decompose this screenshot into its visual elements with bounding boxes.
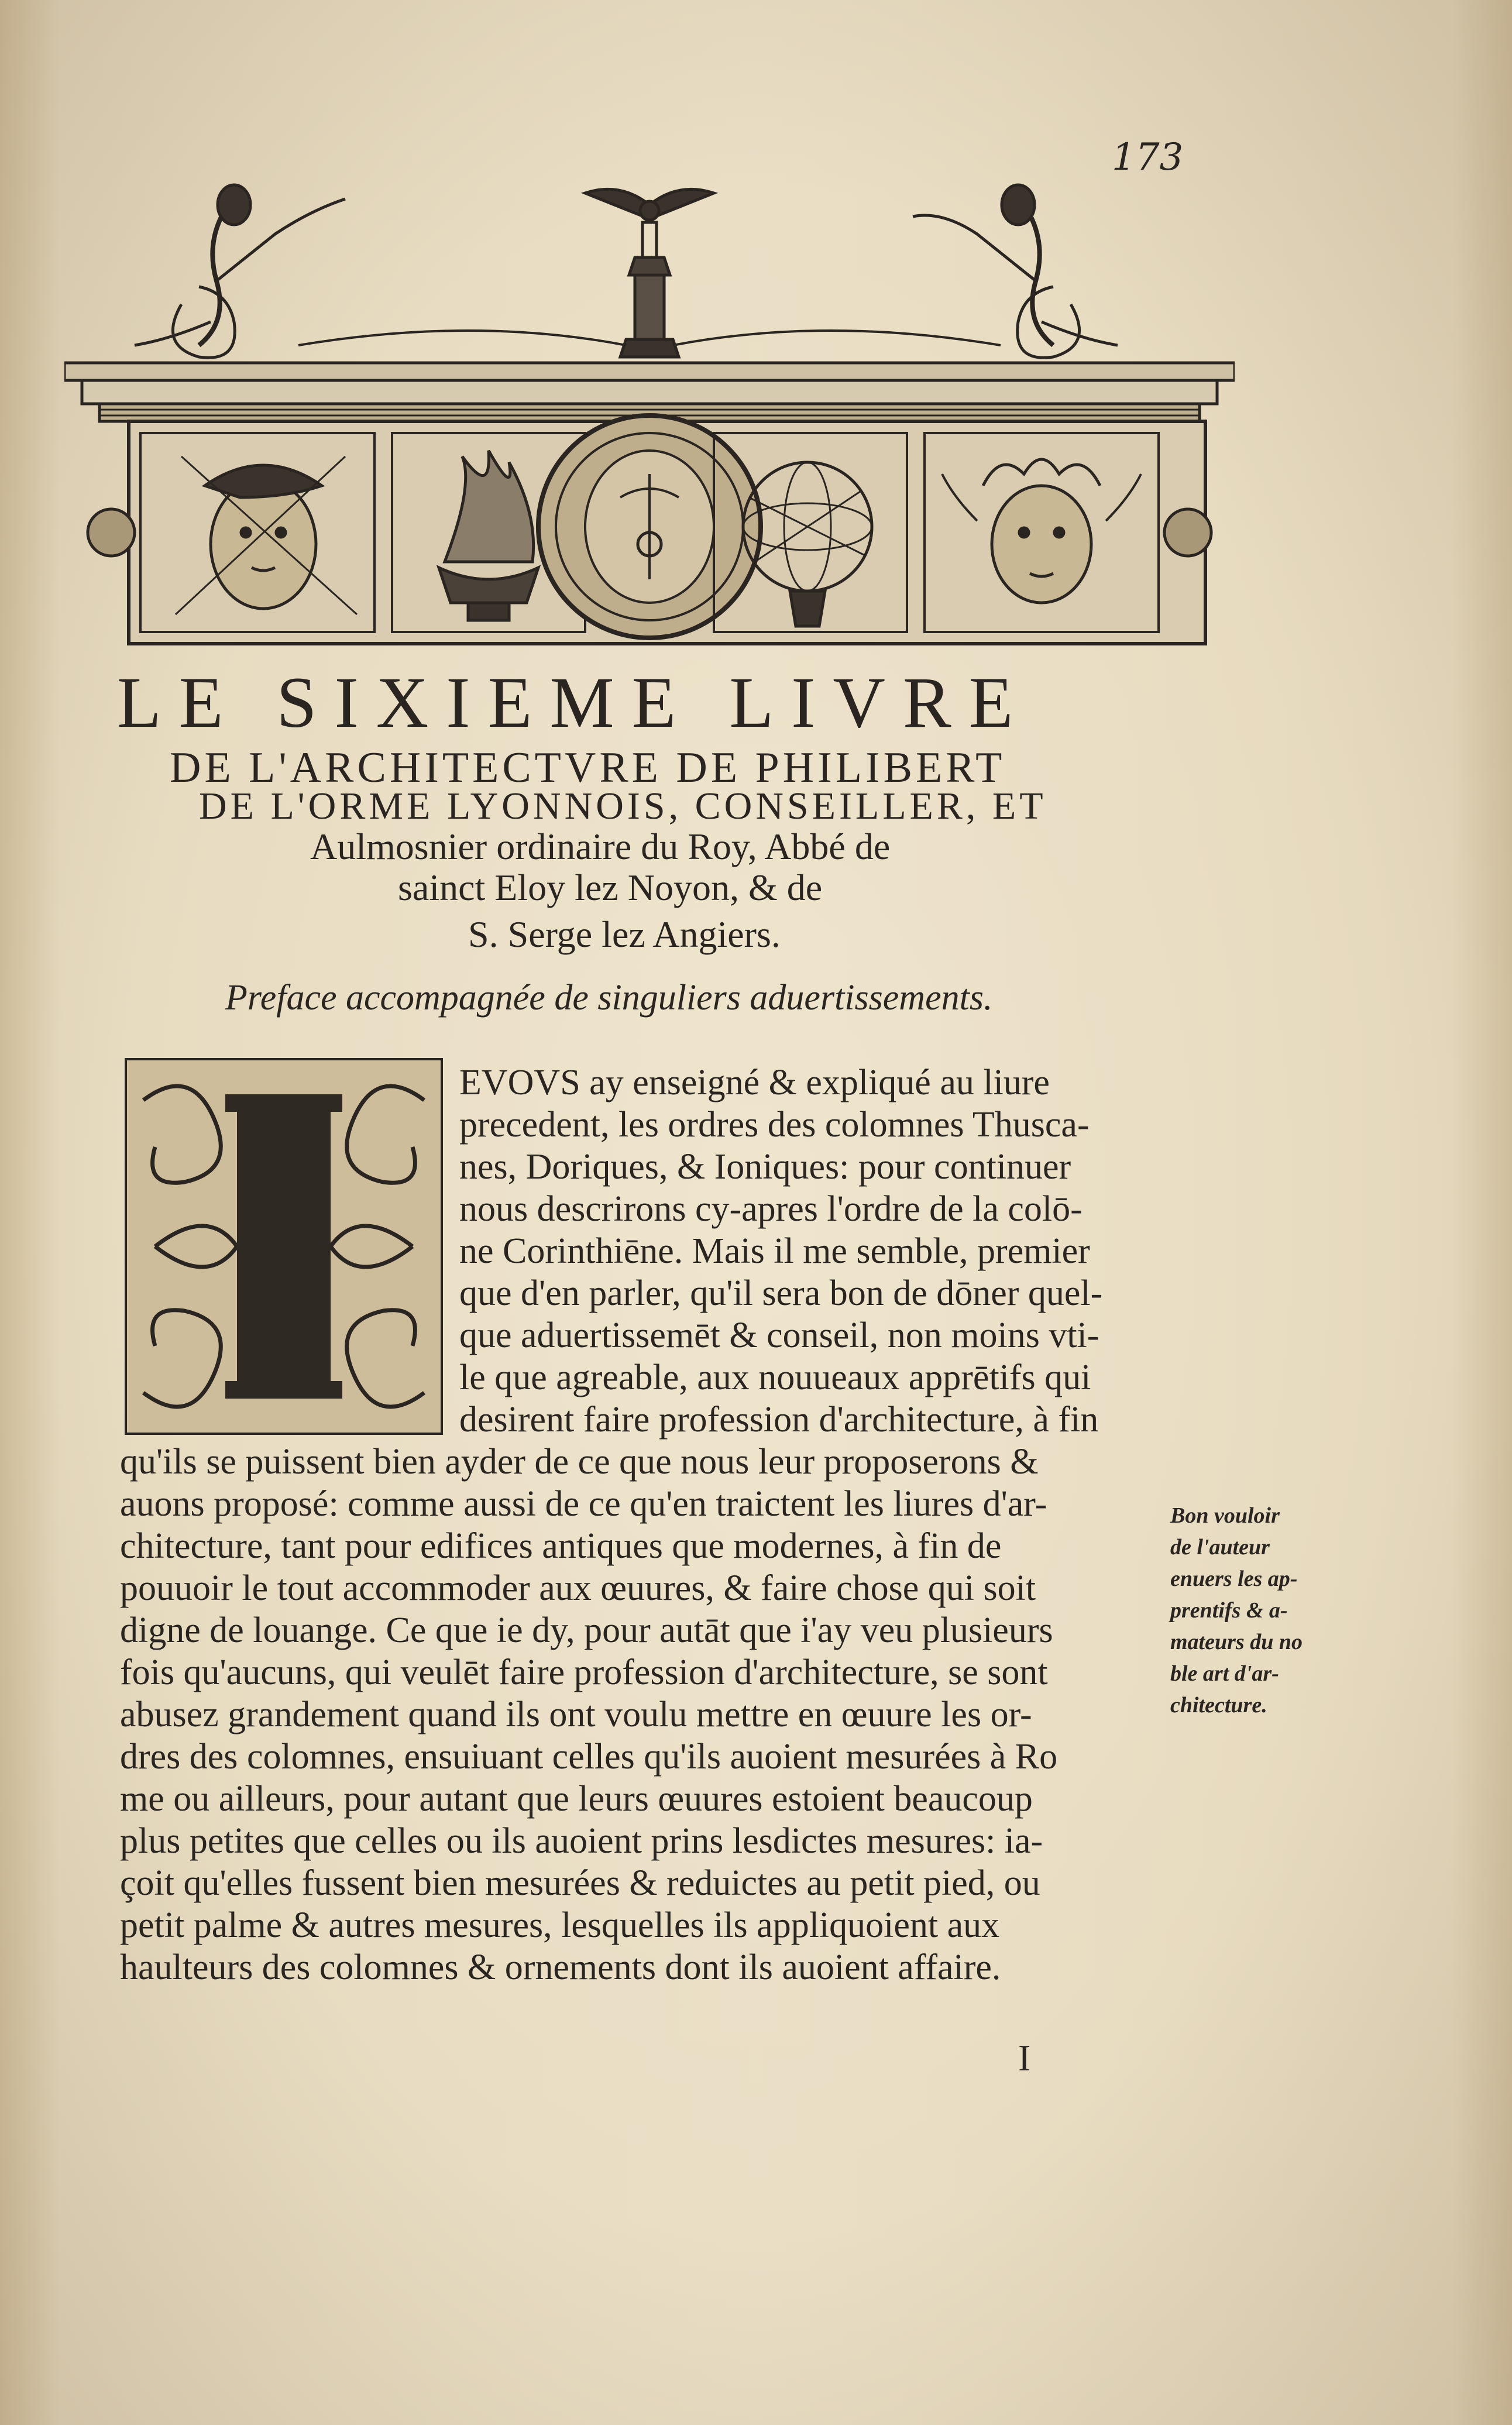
margin-note-line: ble art d'ar-: [1170, 1661, 1279, 1686]
preface-heading: Preface accompagnée de singuliers aduertissements.: [225, 978, 993, 1018]
body-line: que d'en parler, qu'il sera bon de dōner quel-: [459, 1273, 1103, 1313]
body-line: plus petites que celles ou ils auoient prins lesdictes mesures: ia-: [120, 1821, 1043, 1861]
body-line: que aduertissemēt & conseil, non moins vti-: [459, 1315, 1099, 1355]
historiated-initial-i: [120, 1053, 448, 1440]
margin-note-line: enuers les ap-: [1170, 1567, 1298, 1591]
body-line: petit palme & autres mesures, lesquelles ils appliquoient aux: [120, 1905, 1000, 1945]
body-line: fois qu'aucuns, qui veulēt faire profession d'architecture, se sont: [120, 1653, 1048, 1692]
body-line: auons proposé: comme aussi de ce qu'en traictent les liures d'ar-: [120, 1484, 1047, 1524]
medallion-emblem: [538, 415, 761, 638]
margin-note-line: de l'auteur: [1170, 1535, 1270, 1560]
title-line-4: Aulmosnier ordinaire du Roy, Abbé de: [310, 826, 891, 867]
title-line-5: sainct Eloy lez Noyon, & de: [398, 867, 823, 908]
body-line: desirent faire profession d'architecture, à fin: [459, 1400, 1099, 1440]
body-line: haulteurs des colomnes & ornements dont ils auoient affaire.: [120, 1947, 1001, 1987]
caduceus-icon-right: [913, 185, 1118, 358]
body-line: le que agreable, aux nouueaux apprētifs qui: [459, 1358, 1091, 1397]
body-line: dres des colomnes, ensuiuant celles qu'ils auoient mesurées à Ro: [120, 1737, 1058, 1777]
signature-mark: I: [1018, 2037, 1031, 2079]
margin-note-line: mateurs du no: [1170, 1630, 1303, 1654]
body-line: ne Corinthiēne. Mais il me semble, premier: [459, 1231, 1090, 1271]
body-line: abusez grandement quand ils ont voulu mettre en œuure les or-: [120, 1695, 1032, 1734]
body-line: qu'ils se puissent bien ayder de ce que nous leur proposerons &: [120, 1442, 1039, 1482]
body-line: nes, Doriques, & Ioniques: pour continuer: [459, 1147, 1071, 1187]
body-line: nous descrirons cy-apres l'ordre de la colō-: [459, 1189, 1083, 1229]
book-title: LE SIXIEME LIVRE: [117, 662, 1031, 743]
caduceus-icon: [135, 185, 345, 358]
margin-note-line: Bon vouloir: [1170, 1503, 1280, 1528]
margin-note-line: chitecture.: [1170, 1693, 1267, 1718]
body-line: pouuoir le tout accommoder aux œuures, & faire chose qui soit: [120, 1568, 1036, 1608]
title-line-3: DE L'ORME LYONNOIS, CONSEILLER, ET: [199, 785, 1047, 827]
page-number: 173: [1112, 136, 1184, 179]
eagle-icon: [585, 189, 714, 357]
body-line: çoit qu'elles fussent bien mesurées & reduictes au petit pied, ou: [120, 1863, 1040, 1903]
headpiece-engraving: [64, 170, 1235, 650]
body-line: EVOVS ay enseigné & expliqué au liure: [459, 1063, 1050, 1102]
margin-note-line: prentifs & a-: [1170, 1598, 1288, 1623]
body-line: precedent, les ordres des colomnes Thusca-: [459, 1105, 1090, 1145]
body-line: chitecture, tant pour edifices antiques que modernes, à fin de: [120, 1526, 1002, 1566]
title-line-2: DE L'ARCHITECTVRE DE PHILIBERT: [170, 744, 1006, 792]
body-line: digne de louange. Ce que ie dy, pour autāt que i'ay veu plusieurs: [120, 1610, 1053, 1650]
title-line-6: S. Serge lez Angiers.: [468, 913, 781, 955]
body-line: me ou ailleurs, pour autant que leurs œuures estoient beaucoup: [120, 1779, 1033, 1819]
